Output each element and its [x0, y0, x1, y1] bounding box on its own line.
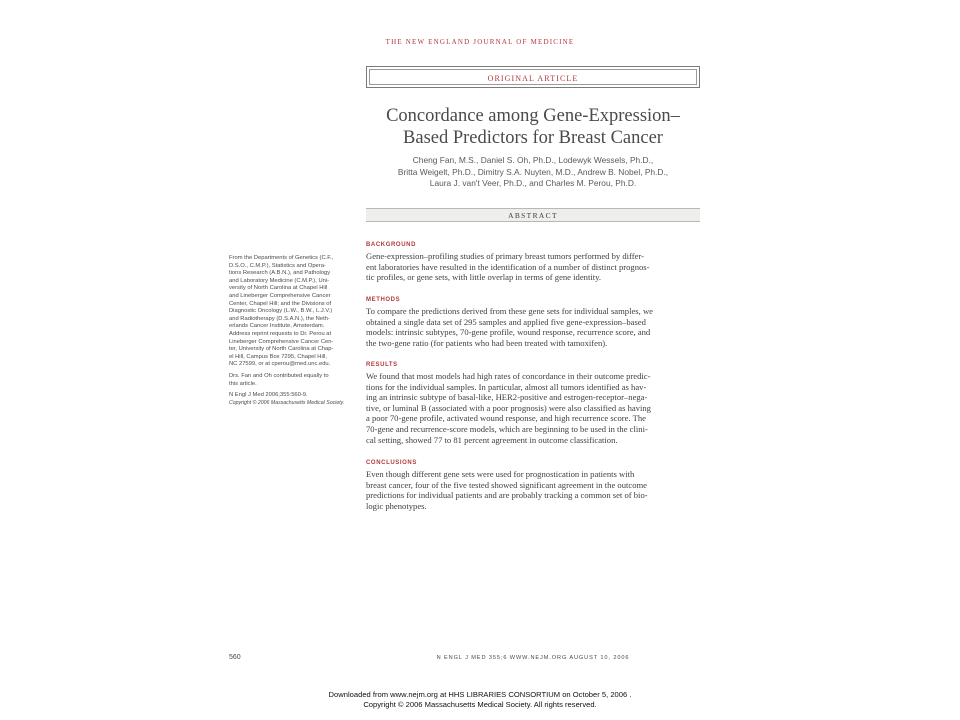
results-line: We found that most models had high rates of concordance in their outcome predic-: [366, 371, 651, 381]
affiliation-line: Address reprint requests to Dr. Perou at: [229, 330, 332, 337]
contribution-line: this article.: [229, 380, 257, 387]
methods-body: [366, 306, 702, 348]
contribution-note: [229, 373, 357, 388]
affiliation-line: Lineberger Comprehensive Cancer Cen-: [229, 338, 334, 345]
affiliation-line: versity of North Carolina at Chapel Hill: [229, 285, 328, 292]
journal-header: THE NEW ENGLAND JOURNAL OF MEDICINE: [385, 38, 575, 46]
methods-line: obtained a single data set of 295 samples and applied five gene-expression–based: [366, 316, 646, 327]
results-body: [366, 371, 702, 445]
results-line: a poor 70-gene profile, activated wound response, and high recurrence score. The: [366, 413, 646, 424]
author-list: [366, 155, 700, 190]
conclusions-line: logic phenotypes.: [366, 500, 427, 511]
author-line: Britta Weigelt, Ph.D., Dimitry S.A. Nuyten, M.D., Andrew B. Nobel, Ph.D.,: [397, 166, 669, 177]
results-line: tive, or luminal B (associated with a poor prognosis) were also classified as having: [366, 402, 651, 413]
footer-citation: N ENGL J MED 355;6 WWW.NEJM.ORG AUGUST 10, 2006: [436, 655, 630, 661]
results-line: cal setting, showed 77 to 81 percent agreement in outcome classification.: [366, 434, 618, 445]
methods-line: To compare the predictions derived from these gene sets for individual samples, we: [366, 306, 653, 316]
affiliation-line: Center, Chapel Hill; and the Divisions of: [229, 300, 332, 307]
affiliation-line: tions Research (A.B.N.), and Pathology: [229, 270, 331, 277]
affiliation-line: From the Departments of Genetics (C.F.,: [229, 255, 334, 261]
affiliation-line: Diagnostic Oncology (L.W., B.W., L.J.V.): [229, 308, 333, 315]
affiliation-line: erlands Cancer Institute, Amsterdam.: [229, 323, 325, 330]
contribution-line: Drs. Fan and Oh contributed equally to: [229, 372, 329, 379]
background-line: Gene-expression–profiling studies of primary breast tumors performed by differ-: [366, 251, 644, 261]
affiliation-line: and Radiotherapy (D.S.A.N.), the Neth-: [229, 315, 330, 322]
conclusions-line: predictions for individual patients and are probably tracking a common set of bio-: [366, 490, 648, 501]
results-line: 70-gene and recurrence-score models, which are beginning to be used in the clini-: [366, 423, 648, 434]
affiliation-line: and Lineberger Comprehensive Cancer: [229, 292, 331, 299]
background-body: [366, 251, 702, 283]
sidebar-notes: [229, 255, 357, 411]
download-notice: [0, 690, 960, 709]
methods-line: the two-gene ratio (for patients who had been treated with tamoxifen).: [366, 337, 608, 348]
author-line: Cheng Fan, M.S., Daniel S. Oh, Ph.D., Lodewyk Wessels, Ph.D.,: [412, 155, 654, 165]
download-line: Downloaded from www.nejm.org at HHS LIBRARIES CONSORTIUM on October 5, 2006 .: [328, 690, 632, 699]
affiliation-line: NC 27599, or at cperou@med.unc.edu.: [229, 361, 331, 368]
author-line: Laura J. van't Veer, Ph.D., and Charles M. Perou, Ph.D.: [429, 178, 637, 189]
affiliation-line: el Hill, Campus Box 7295, Chapel Hill,: [229, 353, 327, 360]
results-line: tions for the individual samples. In particular, almost all tumors identified as hav-: [366, 381, 647, 392]
conclusions-line: breast cancer, four of the five tested showed significant agreement in the outcome: [366, 479, 647, 490]
page-number: 560: [229, 654, 241, 661]
copyright-line: Copyright © 2006 Massachusetts Medical Society. All rights reserved.: [363, 699, 597, 709]
affiliation-line: ter, University of North Carolina at Chap-: [229, 346, 334, 353]
background-line: ent laboratories have resulted in the identification of a number of distinct prognos-: [366, 261, 650, 272]
article-type-label: ORIGINAL ARTICLE: [487, 74, 579, 83]
conclusions-line: Even though different gene sets were used for prognostication in patients with: [366, 469, 635, 479]
sidebar-citation: N Engl J Med 2006;355:560-9.: [229, 392, 308, 399]
conclusions-body: [366, 469, 702, 511]
results-line: ing an intrinsic subtype of basal-like, HER2-positive and estrogen-receptor–nega-: [366, 392, 648, 403]
results-heading: RESULTS: [366, 362, 398, 368]
title-line: Concordance among Gene-Expression–: [386, 106, 680, 126]
title-line: Based Predictors for Breast Cancer: [403, 128, 663, 148]
citation-block: [229, 392, 357, 407]
abstract-label: ABSTRACT: [508, 211, 558, 220]
affiliations: [229, 255, 357, 369]
sidebar-copyright: Copyright © 2006 Massachusetts Medical Society.: [229, 399, 345, 406]
background-line: tic profiles, or gene sets, with little overlap in terms of gene identity.: [366, 272, 601, 283]
conclusions-heading: CONCLUSIONS: [366, 460, 417, 466]
methods-heading: METHODS: [366, 297, 401, 303]
methods-line: models: intrinsic subtypes, 70-gene profile, wound response, recurrence score, and: [366, 327, 651, 338]
affiliation-line: and Laboratory Medicine (C.M.P.), Uni-: [229, 277, 330, 284]
article-title: [366, 105, 700, 149]
affiliation-line: D.S.O., C.M.P.), Statistics and Opera-: [229, 262, 326, 269]
background-heading: BACKGROUND: [366, 242, 416, 248]
